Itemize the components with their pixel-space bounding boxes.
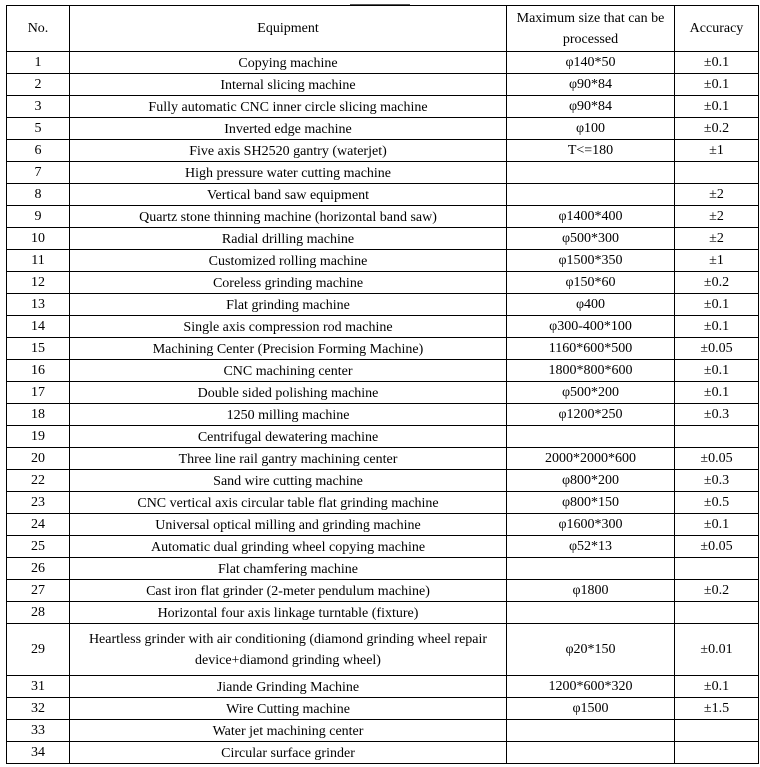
cell-accuracy: ±0.2 bbox=[675, 272, 759, 294]
equipment-table bbox=[6, 5, 759, 764]
cell-accuracy bbox=[675, 162, 759, 184]
cell-equipment: Automatic dual grinding wheel copying machine bbox=[70, 536, 507, 558]
table-row bbox=[7, 426, 759, 448]
cell-accuracy: ±1.5 bbox=[675, 698, 759, 720]
cell-equipment: High pressure water cutting machine bbox=[70, 162, 507, 184]
cell-equipment: Double sided polishing machine bbox=[70, 382, 507, 404]
table-row bbox=[7, 74, 759, 96]
cell-max-size: 1200*600*320 bbox=[507, 676, 675, 698]
cell-accuracy bbox=[675, 720, 759, 742]
cell-no: 3 bbox=[7, 96, 70, 118]
table-row bbox=[7, 698, 759, 720]
header-equipment: Equipment bbox=[70, 6, 507, 52]
cell-accuracy: ±0.1 bbox=[675, 294, 759, 316]
cell-equipment: Universal optical milling and grinding machine bbox=[70, 514, 507, 536]
cell-no: 2 bbox=[7, 74, 70, 96]
cell-accuracy: ±0.1 bbox=[675, 382, 759, 404]
table-row bbox=[7, 514, 759, 536]
cell-no: 31 bbox=[7, 676, 70, 698]
cell-max-size: φ300-400*100 bbox=[507, 316, 675, 338]
cell-max-size: φ800*150 bbox=[507, 492, 675, 514]
cell-accuracy: ±0.1 bbox=[675, 316, 759, 338]
header-max-size: Maximum size that can be processed bbox=[507, 6, 675, 52]
cell-no: 34 bbox=[7, 742, 70, 764]
cell-equipment: Centrifugal dewatering machine bbox=[70, 426, 507, 448]
cell-accuracy: ±0.1 bbox=[675, 676, 759, 698]
table-row bbox=[7, 404, 759, 426]
cell-no: 5 bbox=[7, 118, 70, 140]
table-row bbox=[7, 250, 759, 272]
cell-max-size: φ400 bbox=[507, 294, 675, 316]
cell-equipment: Single axis compression rod machine bbox=[70, 316, 507, 338]
cell-equipment: Water jet machining center bbox=[70, 720, 507, 742]
cell-accuracy: ±0.1 bbox=[675, 52, 759, 74]
cell-equipment: Vertical band saw equipment bbox=[70, 184, 507, 206]
cell-equipment: Internal slicing machine bbox=[70, 74, 507, 96]
cell-equipment: CNC machining center bbox=[70, 360, 507, 382]
cell-no: 28 bbox=[7, 602, 70, 624]
table-header-row bbox=[7, 6, 759, 52]
cell-no: 23 bbox=[7, 492, 70, 514]
cell-max-size bbox=[507, 602, 675, 624]
cell-max-size bbox=[507, 742, 675, 764]
header-accuracy: Accuracy bbox=[675, 6, 759, 52]
cell-max-size: φ150*60 bbox=[507, 272, 675, 294]
cell-no: 8 bbox=[7, 184, 70, 206]
cell-no: 14 bbox=[7, 316, 70, 338]
cell-max-size bbox=[507, 558, 675, 580]
cell-max-size: 2000*2000*600 bbox=[507, 448, 675, 470]
table-body bbox=[7, 52, 759, 764]
cell-no: 13 bbox=[7, 294, 70, 316]
cell-no: 19 bbox=[7, 426, 70, 448]
table-row bbox=[7, 536, 759, 558]
table-row bbox=[7, 676, 759, 698]
cell-no: 11 bbox=[7, 250, 70, 272]
cell-max-size: φ20*150 bbox=[507, 624, 675, 676]
table-row bbox=[7, 742, 759, 764]
table-row bbox=[7, 580, 759, 602]
table-row bbox=[7, 382, 759, 404]
cell-accuracy: ±1 bbox=[675, 140, 759, 162]
cell-max-size: φ500*200 bbox=[507, 382, 675, 404]
cell-max-size: φ1500*350 bbox=[507, 250, 675, 272]
cell-no: 24 bbox=[7, 514, 70, 536]
cell-accuracy bbox=[675, 558, 759, 580]
table-row bbox=[7, 558, 759, 580]
cell-equipment: Heartless grinder with air conditioning (diamond grinding wheel repair device+diamond grinding wheel) bbox=[70, 624, 507, 676]
table-row bbox=[7, 470, 759, 492]
cell-equipment: Horizontal four axis linkage turntable (fixture) bbox=[70, 602, 507, 624]
cell-accuracy bbox=[675, 602, 759, 624]
cell-accuracy: ±0.2 bbox=[675, 118, 759, 140]
cell-max-size: φ140*50 bbox=[507, 52, 675, 74]
cell-accuracy: ±0.05 bbox=[675, 338, 759, 360]
cell-no: 7 bbox=[7, 162, 70, 184]
table-row bbox=[7, 96, 759, 118]
cell-max-size: φ90*84 bbox=[507, 74, 675, 96]
cell-accuracy: ±0.5 bbox=[675, 492, 759, 514]
table-row bbox=[7, 338, 759, 360]
table-row bbox=[7, 184, 759, 206]
table-row bbox=[7, 448, 759, 470]
cell-no: 15 bbox=[7, 338, 70, 360]
cell-max-size: φ1800 bbox=[507, 580, 675, 602]
cell-max-size: 1160*600*500 bbox=[507, 338, 675, 360]
cell-max-size: φ800*200 bbox=[507, 470, 675, 492]
cell-equipment: Machining Center (Precision Forming Machine) bbox=[70, 338, 507, 360]
cell-max-size bbox=[507, 162, 675, 184]
cell-no: 12 bbox=[7, 272, 70, 294]
table-row bbox=[7, 118, 759, 140]
table-row bbox=[7, 162, 759, 184]
cell-max-size bbox=[507, 720, 675, 742]
cell-accuracy bbox=[675, 426, 759, 448]
table-row bbox=[7, 492, 759, 514]
cell-max-size bbox=[507, 184, 675, 206]
cell-equipment: Circular surface grinder bbox=[70, 742, 507, 764]
cell-no: 33 bbox=[7, 720, 70, 742]
cell-no: 29 bbox=[7, 624, 70, 676]
cell-max-size: φ1200*250 bbox=[507, 404, 675, 426]
cell-equipment: Jiande Grinding Machine bbox=[70, 676, 507, 698]
cell-no: 6 bbox=[7, 140, 70, 162]
cell-equipment: Customized rolling machine bbox=[70, 250, 507, 272]
cell-no: 1 bbox=[7, 52, 70, 74]
cell-max-size: φ1400*400 bbox=[507, 206, 675, 228]
cell-equipment: 1250 milling machine bbox=[70, 404, 507, 426]
cell-no: 25 bbox=[7, 536, 70, 558]
table-row bbox=[7, 360, 759, 382]
table-row bbox=[7, 720, 759, 742]
table-row bbox=[7, 140, 759, 162]
cell-accuracy: ±0.1 bbox=[675, 96, 759, 118]
cell-max-size bbox=[507, 426, 675, 448]
cell-equipment: Copying machine bbox=[70, 52, 507, 74]
cell-accuracy: ±0.05 bbox=[675, 448, 759, 470]
cell-equipment: Coreless grinding machine bbox=[70, 272, 507, 294]
cell-equipment: Flat chamfering machine bbox=[70, 558, 507, 580]
cell-max-size: φ1600*300 bbox=[507, 514, 675, 536]
cell-max-size: φ1500 bbox=[507, 698, 675, 720]
cell-accuracy: ±0.1 bbox=[675, 360, 759, 382]
cell-equipment: Sand wire cutting machine bbox=[70, 470, 507, 492]
header-no: No. bbox=[7, 6, 70, 52]
cell-no: 18 bbox=[7, 404, 70, 426]
cell-accuracy: ±2 bbox=[675, 228, 759, 250]
cell-accuracy: ±2 bbox=[675, 206, 759, 228]
cell-accuracy: ±0.3 bbox=[675, 404, 759, 426]
table-row bbox=[7, 272, 759, 294]
cell-no: 26 bbox=[7, 558, 70, 580]
cell-max-size: φ500*300 bbox=[507, 228, 675, 250]
cell-accuracy: ±0.1 bbox=[675, 74, 759, 96]
cell-accuracy: ±0.1 bbox=[675, 514, 759, 536]
cell-equipment: Quartz stone thinning machine (horizontal band saw) bbox=[70, 206, 507, 228]
cell-accuracy: ±1 bbox=[675, 250, 759, 272]
cell-accuracy: ±0.05 bbox=[675, 536, 759, 558]
cell-accuracy: ±0.01 bbox=[675, 624, 759, 676]
cell-equipment: Flat grinding machine bbox=[70, 294, 507, 316]
table-row bbox=[7, 294, 759, 316]
cell-no: 17 bbox=[7, 382, 70, 404]
table-row bbox=[7, 316, 759, 338]
cell-max-size: T<=180 bbox=[507, 140, 675, 162]
cell-max-size: φ90*84 bbox=[507, 96, 675, 118]
cell-equipment: Radial drilling machine bbox=[70, 228, 507, 250]
cell-accuracy: ±0.2 bbox=[675, 580, 759, 602]
cell-equipment: Inverted edge machine bbox=[70, 118, 507, 140]
cell-equipment: Cast iron flat grinder (2-meter pendulum machine) bbox=[70, 580, 507, 602]
table-row bbox=[7, 206, 759, 228]
cell-equipment: Five axis SH2520 gantry (waterjet) bbox=[70, 140, 507, 162]
table-row bbox=[7, 52, 759, 74]
cell-equipment: Fully automatic CNC inner circle slicing machine bbox=[70, 96, 507, 118]
cell-no: 32 bbox=[7, 698, 70, 720]
cell-equipment: Wire Cutting machine bbox=[70, 698, 507, 720]
table-row bbox=[7, 624, 759, 676]
table-row bbox=[7, 602, 759, 624]
cell-accuracy bbox=[675, 742, 759, 764]
cell-no: 20 bbox=[7, 448, 70, 470]
table-row bbox=[7, 228, 759, 250]
cell-equipment: CNC vertical axis circular table flat grinding machine bbox=[70, 492, 507, 514]
cell-equipment: Three line rail gantry machining center bbox=[70, 448, 507, 470]
cell-accuracy: ±0.3 bbox=[675, 470, 759, 492]
cell-max-size: 1800*800*600 bbox=[507, 360, 675, 382]
cell-no: 27 bbox=[7, 580, 70, 602]
cell-no: 9 bbox=[7, 206, 70, 228]
cell-no: 16 bbox=[7, 360, 70, 382]
cell-max-size: φ100 bbox=[507, 118, 675, 140]
cell-no: 10 bbox=[7, 228, 70, 250]
cell-max-size: φ52*13 bbox=[507, 536, 675, 558]
cell-accuracy: ±2 bbox=[675, 184, 759, 206]
cell-no: 22 bbox=[7, 470, 70, 492]
